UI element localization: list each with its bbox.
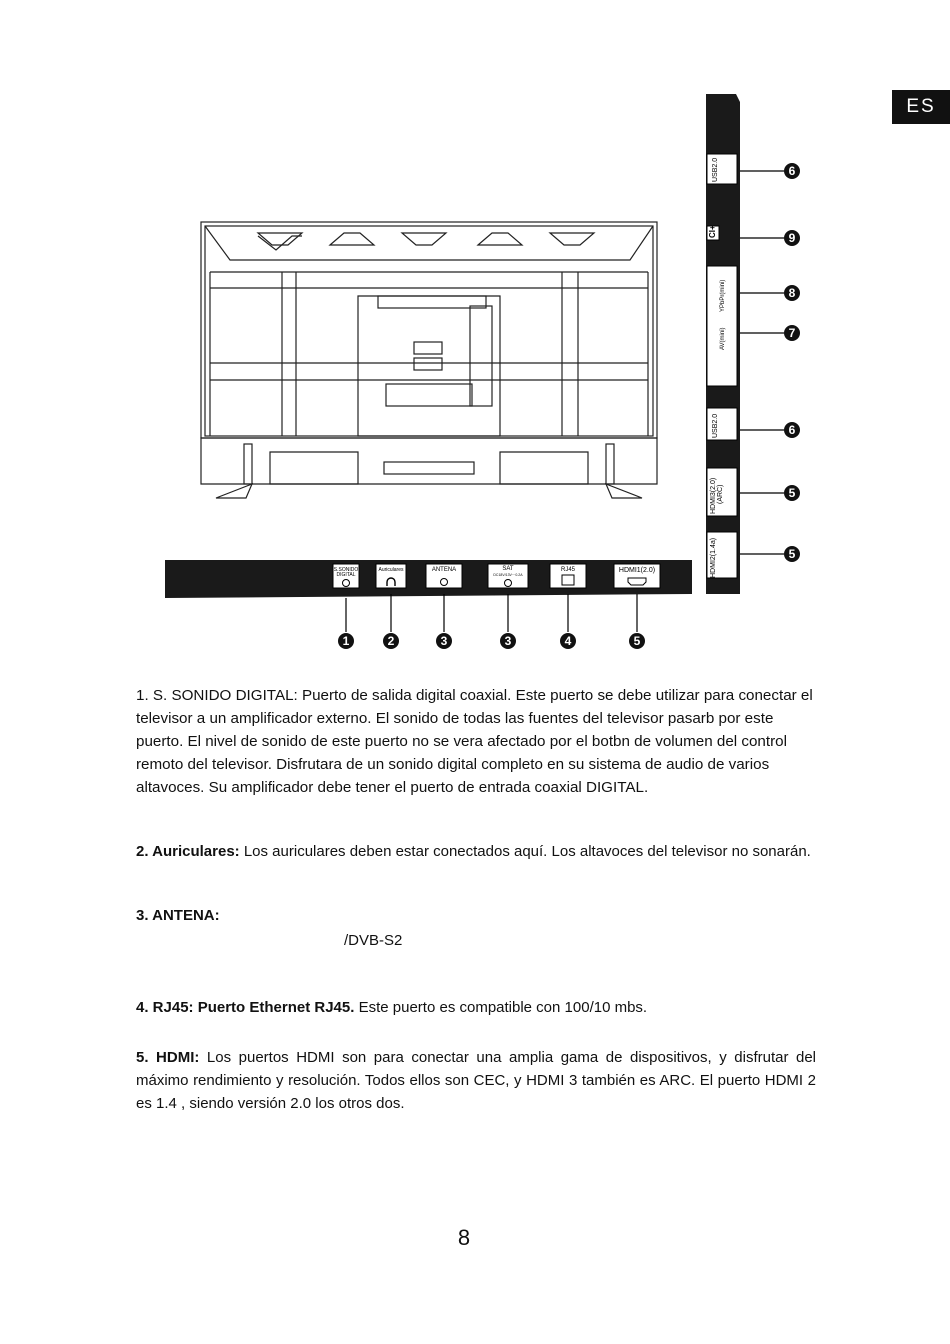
svg-text:HDMI1(2.0): HDMI1(2.0) (618, 567, 656, 574)
svg-text:5: 5 (788, 486, 796, 500)
svg-text:5: 5 (633, 634, 641, 648)
svg-text:HDMI2(1.4a): HDMI2(1.4a) (710, 537, 717, 578)
port-headphones (376, 564, 406, 588)
antenna-title: 3. ANTENA: (136, 907, 220, 924)
svg-text:DC18V/13V···0.2A: DC18V/13V···0.2A (493, 573, 523, 577)
rj45-text: Este puerto es compatible con 100/10 mbs. (354, 999, 648, 1016)
svg-text:USB2.0: USB2.0 (712, 157, 719, 182)
svg-text:AV(mini): AV(mini) (720, 327, 726, 350)
svg-text:YPbPr(mini): YPbPr(mini) (720, 279, 726, 312)
svg-text:3: 3 (440, 634, 448, 648)
page-number: 8 (457, 1225, 471, 1250)
svg-text:CI+: CI+ (708, 225, 717, 238)
svg-text:3: 3 (504, 634, 512, 648)
svg-text:2: 2 (387, 634, 395, 648)
paragraph-spdif: 1. S. SONIDO DIGITAL: Puerto de salida digital coaxial. Este puerto se debe utilizar para conectar el televisor a un amplificador externo. El sonido de todas las fuentes del televisor pasarb por este puerto. El nivel de sonido de este puerto no se vera afectado por el botbn de volumen del control remoto del televisor. Disfrutara de un sonido digital completo en su sistema de audio de varios altavoces. Su amplificador debe tener el puerto de entrada coaxial DIGITAL. (136, 687, 813, 796)
port-hdmi1 (614, 564, 660, 588)
svg-text:SAT: SAT (502, 566, 514, 572)
headphones-title: 2. Auriculares: (136, 843, 240, 860)
hdmi-text: Los puertos HDMI son para conectar una amplia gama de dispositivos, y disfrutar del máximo rendimiento y resolución. Todos ellos son CEC, y HDMI 3 también es ARC. El puerto HDMI 2 es 1.4 , siendo versión 2.0 los otros dos. (136, 1049, 817, 1112)
svg-text:1: 1 (342, 634, 350, 648)
svg-text:9: 9 (788, 231, 796, 245)
hdmi-title: 5. HDMI: (136, 1049, 200, 1066)
port-sat (488, 564, 528, 588)
svg-text:HDMI3(2.0): HDMI3(2.0) (710, 477, 717, 514)
svg-text:Auriculares: Auriculares (378, 567, 404, 573)
tv-back-illustration (201, 222, 657, 498)
svg-text:7: 7 (788, 326, 796, 340)
port-spdif (333, 564, 359, 588)
svg-text:RJ45: RJ45 (560, 567, 576, 573)
headphones-text: Los auriculares deben estar conectados aquí. Los altavoces del televisor no sonarán. (239, 843, 811, 860)
rj45-title: 4. RJ45: Puerto Ethernet RJ45. (136, 999, 355, 1016)
svg-text:(ARC): (ARC) (717, 484, 724, 504)
port-rj45 (550, 564, 586, 588)
paragraph-rj45 (136, 996, 816, 1019)
paragraph-antenna (136, 904, 816, 927)
paragraph-hdmi (136, 1046, 816, 1115)
svg-text:6: 6 (788, 423, 796, 437)
svg-text:4: 4 (564, 634, 572, 648)
svg-text:USB2.0: USB2.0 (712, 413, 719, 438)
svg-text:8: 8 (788, 286, 796, 300)
svg-text:6: 6 (788, 164, 796, 178)
svg-text:S.SONIDO: S.SONIDO (333, 567, 359, 573)
paragraph-headphones (136, 840, 816, 863)
svg-text:ANTENA: ANTENA (431, 567, 457, 573)
bottom-port-panel (165, 560, 692, 649)
side-port-panel (706, 94, 800, 594)
svg-text:DIGITAL: DIGITAL (336, 572, 356, 578)
language-tab: ES (892, 90, 950, 124)
port-antenna (426, 564, 462, 588)
svg-text:5: 5 (788, 547, 796, 561)
antenna-dvb: /DVB-S2 (344, 932, 403, 949)
